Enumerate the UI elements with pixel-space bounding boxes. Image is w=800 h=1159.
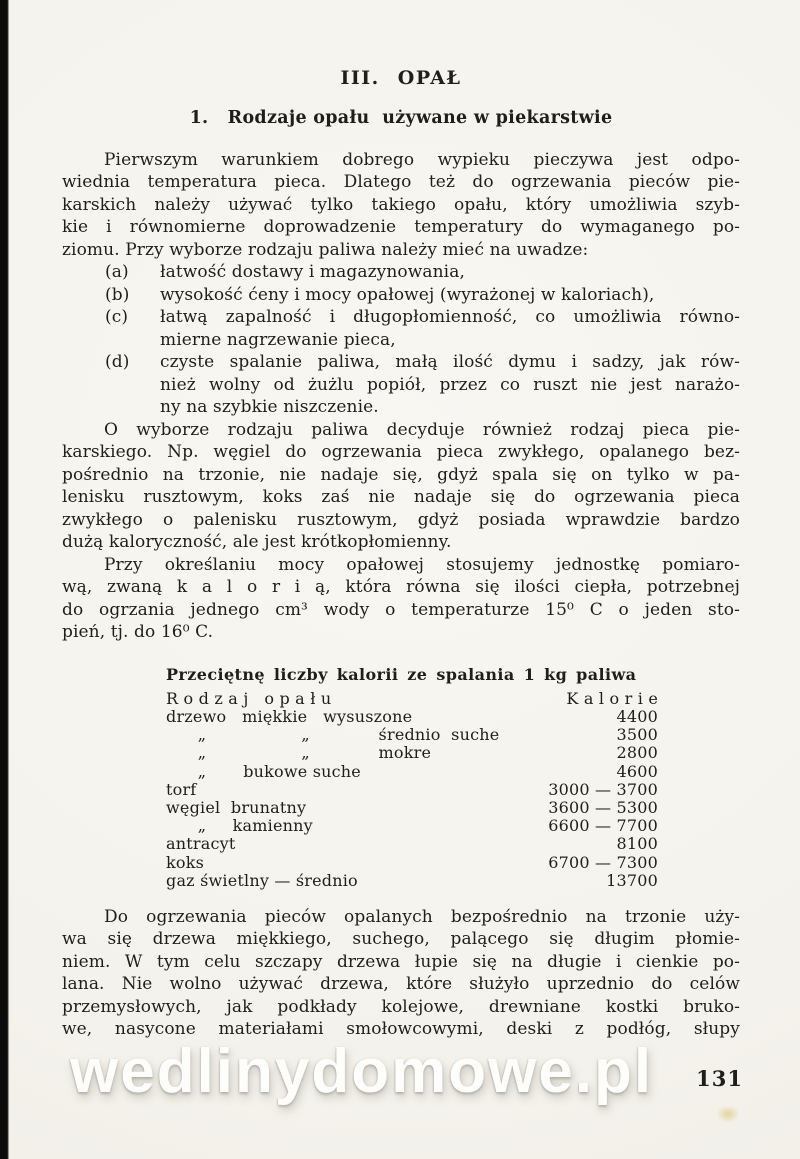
- fuel-name: węgiel brunatny: [166, 797, 307, 817]
- paragraph-wood-usage: [62, 906, 740, 1041]
- table-row: [166, 781, 658, 799]
- fuel-name: drzewo miękkie wysuszone: [166, 706, 413, 726]
- fuel-calories: 13700: [606, 870, 658, 890]
- fuel-name: „ „ mokre: [166, 743, 432, 763]
- text-line: łatwą zapalność i długopłomienność, co umożliwia równo-: [160, 307, 740, 327]
- paper-stain: [716, 1105, 740, 1123]
- table-header: [166, 690, 658, 708]
- section-heading: 1. Rodzaje opału używane w piekarstwie: [189, 108, 613, 128]
- fuel-calories: 6700 — 7300: [548, 852, 658, 872]
- table-row: [166, 744, 658, 762]
- paragraph-calorie-definition: [62, 554, 740, 644]
- list-item-body: [160, 284, 740, 307]
- table-row: [166, 708, 658, 726]
- text-line: we, nasycone materiałami smołowcowymi, deski z podłóg, słupy: [62, 1019, 740, 1040]
- chapter-numeral: III.: [340, 67, 380, 89]
- fuel-name: gaz świetlny — średnio: [166, 870, 358, 890]
- chapter-name: OPAŁ: [397, 67, 462, 89]
- text-line: O wyborze rodzaju paliwa decyduje również rodzaj pieca pie-: [104, 419, 740, 440]
- fuel-calories: 3500: [616, 725, 658, 745]
- table-row: [166, 799, 658, 817]
- text-line: do ogrzania jednego cm³ wody o temperaturze 15⁰ C o jeden sto-: [62, 599, 740, 620]
- text-line: nież wolny od żużlu popiół, przez co ruszt nie jest narażo-: [160, 374, 740, 395]
- table-row: [166, 763, 658, 781]
- table-row: [166, 854, 658, 872]
- text-line: wysokość ćeny i mocy opałowej (wyrażonej w kaloriach),: [160, 284, 655, 305]
- fuel-name: „ kamienny: [166, 816, 313, 836]
- text-line: Do ogrzewania pieców opalanych bezpośrednio na trzonie uży-: [104, 906, 740, 927]
- text-line: Pierwszym warunkiem dobrego wypieku pieczywa jest odpo-: [104, 149, 740, 170]
- fuel-calories: 6600 — 7700: [548, 816, 658, 836]
- fuel-calories: 2800: [616, 743, 658, 763]
- column-header-fuel-type: R o d z a j o p a ł u: [166, 688, 332, 708]
- fuel-name: antracyt: [166, 834, 236, 854]
- watermark-text: wedlinydomowe.pl: [70, 1037, 654, 1106]
- text-line: dużą kaloryczność, ale jest krótkopłomienny.: [62, 532, 452, 552]
- list-marker: (d): [105, 352, 130, 372]
- list-item-body: [160, 261, 740, 284]
- text-line: wą, zwaną k a l o r i ą, która równa się ilości ciepła, potrzebnej: [62, 577, 740, 597]
- text-line: lana. Nie wolno używać drzewa, które służyło uprzednio do celów: [62, 974, 740, 995]
- text-line: przemysłowych, jak podkłady kolejowe, drewniane kostki bruko-: [62, 996, 740, 1017]
- text-line: wa się drzewa miękkiego, suchego, palącego się długim płomie-: [62, 929, 740, 950]
- text-line: wiednia temperatura pieca. Dlatego też do ogrzewania pieców pie-: [62, 172, 740, 192]
- table-row: [166, 726, 658, 744]
- text-line: łatwość dostawy i magazynowania,: [160, 262, 465, 282]
- text-line: zwykłego o palenisku rusztowym, gdyż posiada wprawdzie bardzo: [62, 509, 740, 530]
- list-item-a: [62, 261, 740, 284]
- paragraph-oven-choice: [62, 419, 740, 554]
- table-row: [166, 872, 658, 890]
- text-line: karskich należy używać tylko takiego opału, który umożliwia szyb-: [62, 194, 740, 215]
- list-marker: (a): [105, 262, 129, 282]
- fuel-name: koks: [166, 852, 205, 872]
- page-number: 131: [696, 1066, 743, 1091]
- text-line: pień, tj. do 16⁰ C.: [62, 622, 214, 642]
- text-line: lenisku rusztowym, koks zaś nie nadaje się do ogrzewania pieca: [62, 487, 740, 507]
- table-body: [166, 708, 658, 890]
- fuel-name: „ bukowe suche: [166, 761, 361, 781]
- fuel-calories: 4400: [616, 706, 658, 726]
- list-item-d: [62, 351, 740, 419]
- fuel-calories: 3600 — 5300: [548, 797, 658, 817]
- fuel-calories: 8100: [616, 834, 658, 854]
- fuel-name: „ „ średnio suche: [166, 725, 500, 745]
- fuel-calories: 4600: [616, 761, 658, 781]
- chapter-title: [62, 66, 740, 90]
- list-marker: (c): [105, 307, 129, 327]
- fuel-name: torf: [166, 779, 197, 799]
- text-line: czyste spalanie paliwa, małą ilość dymu i sadzy, jak rów-: [160, 352, 740, 372]
- list-item-b: [62, 284, 740, 307]
- text-line: kie i równomierne doprowadzenie temperatury do wymaganego po-: [62, 217, 740, 237]
- calorie-table: [166, 666, 658, 890]
- list-item-body: [160, 306, 740, 351]
- text-line: pośrednio na trzonie, nie nadaje się, gdyż spala się on tylko w pa-: [62, 464, 740, 485]
- table-title: Przeciętnę liczby kalorii ze spalania 1 kg paliwa: [166, 664, 637, 684]
- column-header-calories: K a l o r i e: [566, 688, 658, 708]
- table-row: [166, 835, 658, 853]
- table-row: [166, 817, 658, 835]
- paragraph-intro: [62, 149, 740, 262]
- list-item-c: [62, 306, 740, 351]
- text-line: Przy określaniu mocy opałowej stosujemy jednostkę pomiaro-: [104, 554, 740, 575]
- list-item-body: [160, 351, 740, 419]
- list-marker: (b): [105, 284, 130, 305]
- text-line: mierne nagrzewanie pieca,: [160, 329, 396, 350]
- text-line: karskiego. Np. węgiel do ogrzewania pieca zwykłego, opalanego bez-: [62, 442, 740, 462]
- text-line: ziomu. Przy wyborze rodzaju paliwa należy mieć na uwadze:: [62, 239, 589, 260]
- criteria-list: [62, 261, 740, 419]
- text-line: niem. W tym celu szczapy drzewa łupie się na długie i cienkie po-: [62, 951, 740, 972]
- text-line: ny na szybkie niszczenie.: [160, 397, 379, 417]
- fuel-calories: 3000 — 3700: [548, 779, 658, 799]
